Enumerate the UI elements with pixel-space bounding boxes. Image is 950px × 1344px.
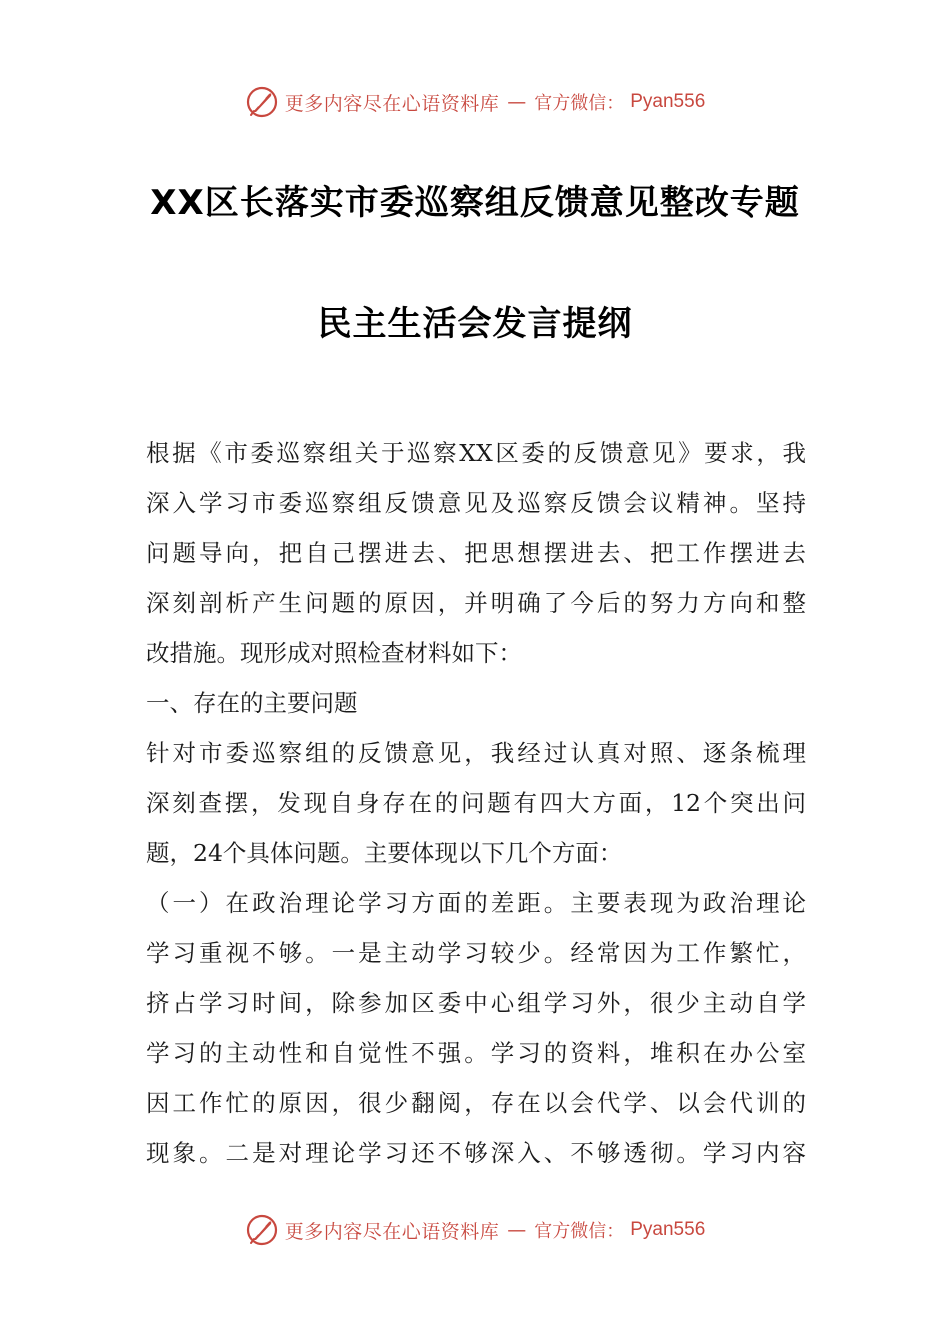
section-heading: 一、存在的主要问题 — [146, 689, 358, 717]
body-line: 学习的主动性和自觉性不强。学习的资料，堆积在办公室 — [146, 1039, 806, 1067]
body-line: 因工作忙的原因，很少翻阅，存在以会代学、以会代训的 — [146, 1089, 806, 1117]
body-line: 挤占学习时间，除参加区委中心组学习外，很少主动自学 — [146, 989, 806, 1017]
body-line: 针对市委巡察组的反馈意见，我经过认真对照、逐条梳理 — [146, 739, 806, 767]
banner-wechat-id: Pyan556 — [630, 1219, 706, 1240]
banner-wechat-id: Pyan556 — [630, 91, 706, 112]
footer-watermark-banner — [0, 1210, 950, 1250]
body-line: 深入学习市委巡察组反馈意见及巡察反馈会议精神。坚持 — [146, 489, 806, 517]
banner-separator: — — [507, 91, 527, 113]
body-line: 学习重视不够。一是主动学习较少。经常因为工作繁忙， — [146, 939, 806, 967]
banner-tagline: 更多内容尽在心语资料库 — [284, 92, 500, 115]
subsection-heading: （一）在政治理论学习方面的差距。主要表现为政治理论 — [146, 889, 806, 917]
banner-separator: — — [507, 1219, 527, 1241]
banner-wechat-label: 官方微信： — [534, 1221, 625, 1242]
body-line: 深刻查摆，发现自身存在的问题有四大方面，12个突出问 — [146, 789, 806, 817]
quill-pen-logo-icon — [245, 85, 279, 119]
document-title-line-2: 民主生活会发言提纲 — [317, 304, 633, 344]
document-title-line-1: XX区长落实市委巡察组反馈意见整改专题 — [150, 183, 800, 223]
body-line: 根据《市委巡察组关于巡察XX区委的反馈意见》要求，我 — [146, 439, 806, 467]
body-line: 现象。二是对理论学习还不够深入、不够透彻。学习内容 — [146, 1139, 806, 1167]
quill-pen-logo-icon — [245, 1213, 279, 1247]
body-line: 题，24个具体问题。主要体现以下几个方面： — [146, 839, 623, 867]
banner-wechat-label: 官方微信： — [534, 93, 625, 114]
body-line: 问题导向，把自己摆进去、把思想摆进去、把工作摆进去 — [146, 539, 806, 567]
body-line: 改措施。现形成对照检查材料如下： — [146, 639, 522, 667]
document-body — [146, 428, 806, 1178]
header-watermark-banner — [0, 82, 950, 122]
banner-tagline: 更多内容尽在心语资料库 — [284, 1220, 500, 1243]
body-line: 深刻剖析产生问题的原因，并明确了今后的努力方向和整 — [146, 589, 806, 617]
